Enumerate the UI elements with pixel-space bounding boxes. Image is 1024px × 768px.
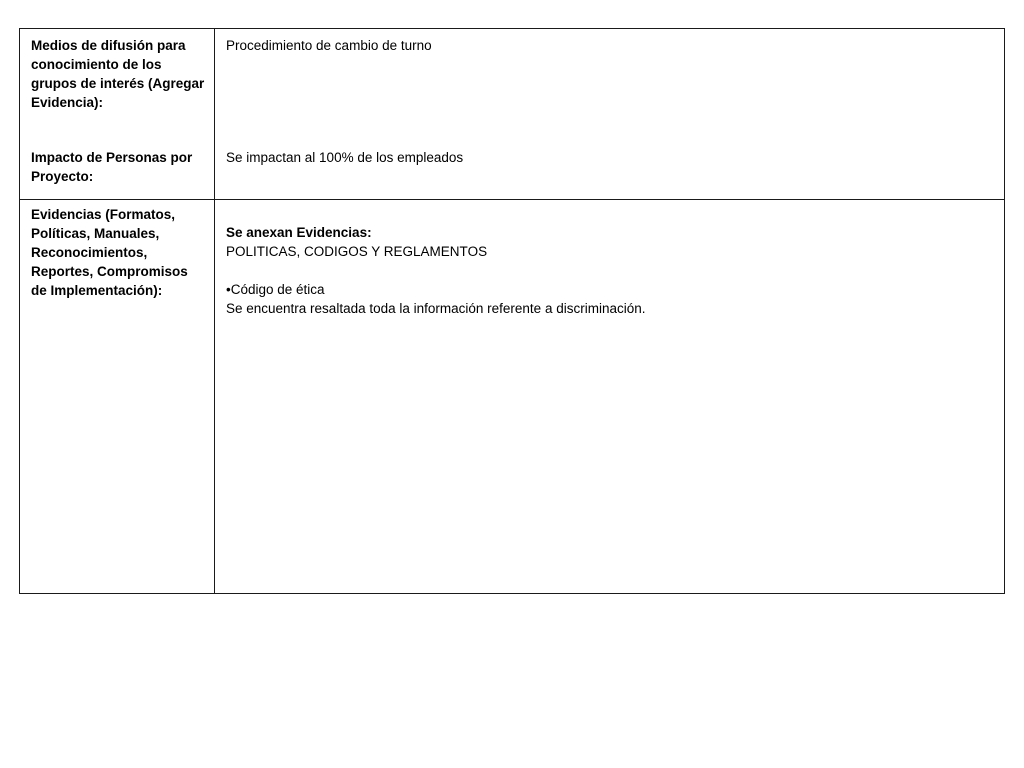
evidencias-content <box>226 223 996 318</box>
evidencias-line-politicas: POLITICAS, CODIGOS Y REGLAMENTOS <box>226 244 488 259</box>
table-row-difusion-impacto <box>20 29 1004 200</box>
evidence-table <box>19 28 1005 594</box>
medios-difusion-value: Procedimiento de cambio de turno <box>226 38 432 53</box>
evidencias-bullet-codigo: •Código de ética <box>226 282 325 297</box>
evidencias-line-discriminacion: Se encuentra resaltada toda la información referente a discriminación. <box>226 301 646 316</box>
table-row-evidencias <box>20 200 1004 593</box>
column-divider <box>214 29 215 199</box>
evidencias-label: Evidencias (Formatos, Políticas, Manuales, Reconocimientos, Reportes, Compromisos de Implementación): <box>31 207 188 298</box>
evidencias-heading: Se anexan Evidencias: <box>226 225 372 240</box>
medios-difusion-label: Medios de difusión para conocimiento de los grupos de interés (Agregar Evidencia): <box>31 38 205 110</box>
impacto-personas-label: Impacto de Personas por Proyecto: <box>31 150 193 184</box>
impacto-personas-value: Se impactan al 100% de los empleados <box>226 150 464 165</box>
line-gap <box>226 261 996 280</box>
column-divider <box>214 200 215 593</box>
